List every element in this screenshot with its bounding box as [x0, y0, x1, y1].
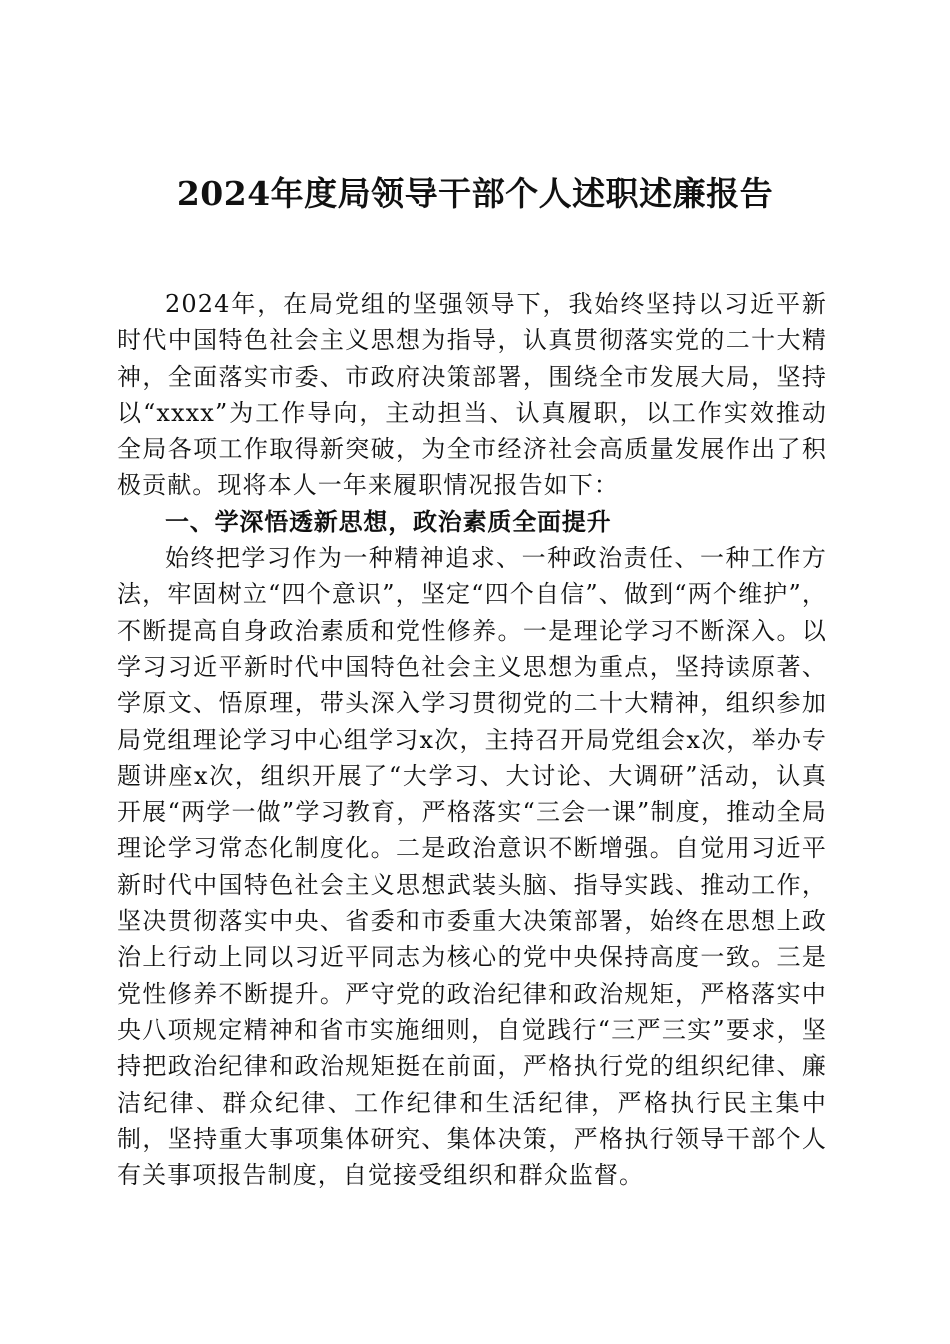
section-1-heading: 一、学深悟透新思想，政治素质全面提升 — [165, 506, 612, 536]
document-body — [117, 286, 827, 1193]
document-title: 2024年度局领导干部个人述职述廉报告 — [176, 174, 774, 213]
intro-paragraph: 2024年，在局党组的坚强领导下，我始终坚持以习近平新时代中国特色社会主义思想为指导，认真贯彻落实党的二十大精神，全面落实市委、市政府决策部署，围绕全市发展大局，坚持以“xxxx”为工作导向，主动担当、认真履职，以工作实效推动全局各项工作取得新突破，为全市经济社会高质量发展作出了积极贡献。现将本人一年来履职情况报告如下： — [117, 290, 827, 500]
section-1-paragraph: 始终把学习作为一种精神追求、一种政治责任、一种工作方法，牢固树立“四个意识”，坚定“四个自信”、做到“两个维护”，不断提高自身政治素质和党性修养。一是理论学习不断深入。以学习习近平新时代中国特色社会主义思想为重点，坚持读原著、学原文、悟原理，带头深入学习贯彻党的二十大精神，组织参加局党组理论学习中心组学习x次，主持召开局党组会x次，举办专题讲座x次，组织开展了“大学习、大讨论、大调研”活动，认真开展“两学一做”学习教育，严格落实“三会一课”制度，推动全局理论学习常态化制度化。二是政治意识不断增强。自觉用习近平新时代中国特色社会主义思想武装头脑、指导实践、推动工作，坚决贯彻落实中央、省委和市委重大决策部署，始终在思想上政治上行动上同以习近平同志为核心的党中央保持高度一致。三是党性修养不断提升。严守党的政治纪律和政治规矩，严格落实中央八项规定精神和省市实施细则，自觉践行“三严三实”要求，坚持把政治纪律和政治规矩挺在前面，严格执行党的组织纪律、廉洁纪律、群众纪律、工作纪律和生活纪律，严格执行民主集中制，坚持重大事项集体研究、集体决策，严格执行领导干部个人有关事项报告制度，自觉接受组织和群众监督。 — [117, 544, 827, 1190]
